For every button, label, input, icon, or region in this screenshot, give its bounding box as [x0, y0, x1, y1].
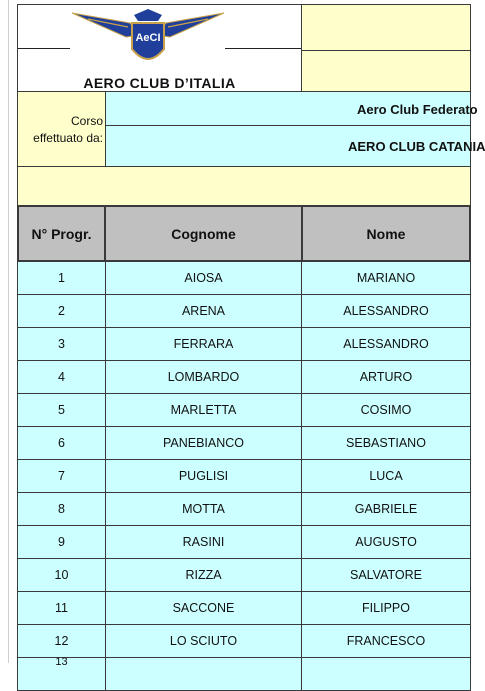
- column-header-progr: N° Progr.: [17, 205, 106, 262]
- corso-label-line1: Corso: [70, 114, 103, 128]
- aero-club-logo: [68, 7, 228, 73]
- header-yellow-cell-1: [301, 4, 471, 51]
- empty-yellow-band: [17, 166, 471, 206]
- column-header-nome: Nome: [301, 205, 471, 262]
- sheet-gridline: [8, 0, 9, 663]
- row-nome: SALVATORE: [301, 558, 471, 592]
- logo-letters: AeCI: [135, 32, 161, 44]
- corso-label-cell: [17, 91, 106, 167]
- row-nome: MARIANO: [301, 261, 471, 295]
- row-cognome: FERRARA: [105, 327, 302, 361]
- row-progr: 10: [17, 558, 106, 592]
- row-nome: ALESSANDRO: [301, 327, 471, 361]
- row-cognome: PANEBIANCO: [105, 426, 302, 460]
- row-cognome: PUGLISI: [105, 459, 302, 493]
- logo-cell: [17, 4, 302, 92]
- club-name-top: Aero Club Federato: [357, 102, 478, 117]
- row-progr: 3: [17, 327, 106, 361]
- header-yellow-cell-2: [301, 50, 471, 92]
- row-nome: FILIPPO: [301, 591, 471, 625]
- row-cognome: [105, 657, 302, 691]
- row-progr: 5: [17, 393, 106, 427]
- row-nome: GABRIELE: [301, 492, 471, 526]
- row-nome: COSIMO: [301, 393, 471, 427]
- row-progr: 11: [17, 591, 106, 625]
- row-cognome: RASINI: [105, 525, 302, 559]
- row-cognome: LOMBARDO: [105, 360, 302, 394]
- row-progr: 8: [17, 492, 106, 526]
- row-cognome: AIOSA: [105, 261, 302, 295]
- row-progr: 12: [17, 624, 106, 658]
- row-nome: ALESSANDRO: [301, 294, 471, 328]
- row-progr: 7: [17, 459, 106, 493]
- club-name-cell-bottom: [105, 125, 485, 167]
- column-header-cognome: Cognome: [104, 205, 303, 262]
- row-cognome: MARLETTA: [105, 393, 302, 427]
- row-progr: 6: [17, 426, 106, 460]
- corso-label-line2: effettuato da:: [33, 131, 103, 145]
- row-cognome: RIZZA: [105, 558, 302, 592]
- row-cognome: ARENA: [105, 294, 302, 328]
- row-nome: ARTURO: [301, 360, 471, 394]
- row-progr: 4: [17, 360, 106, 394]
- row-progr: 2: [17, 294, 106, 328]
- row-nome: [301, 657, 471, 691]
- row-nome: FRANCESCO: [301, 624, 471, 658]
- row-nome: LUCA: [301, 459, 471, 493]
- club-name-bottom: AERO CLUB CATANIA: [348, 139, 485, 154]
- row-cognome: MOTTA: [105, 492, 302, 526]
- row-nome: SEBASTIANO: [301, 426, 471, 460]
- logo-rule-left: [18, 48, 70, 49]
- row-progr: 13: [17, 657, 106, 691]
- club-name-cell-top: [105, 91, 478, 126]
- logo-rule-right: [225, 48, 301, 49]
- row-cognome: SACCONE: [105, 591, 302, 625]
- row-progr: 9: [17, 525, 106, 559]
- row-cognome: LO SCIUTO: [105, 624, 302, 658]
- row-progr: 1: [17, 261, 106, 295]
- logo-text: AERO CLUB D’ITALIA: [83, 75, 236, 91]
- row-nome: AUGUSTO: [301, 525, 471, 559]
